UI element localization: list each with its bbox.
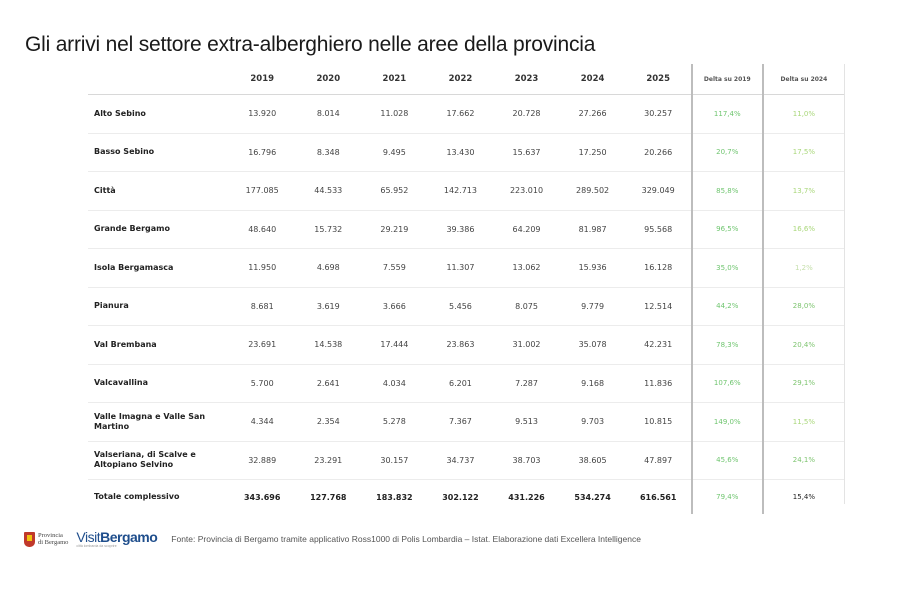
delta-2019-value: 44,2%: [692, 287, 763, 326]
arrivals-value: 289.502: [560, 172, 626, 211]
area-name: Basso Sebino: [88, 133, 229, 172]
arrivals-value: 95.568: [626, 210, 692, 249]
area-name: Grande Bergamo: [88, 210, 229, 249]
area-name: Valle Imagna e Valle San Martino: [88, 403, 229, 442]
header-2025: 2025: [626, 64, 692, 95]
arrivals-value: 3.619: [295, 287, 361, 326]
arrivals-value: 38.703: [493, 441, 559, 480]
arrivals-value: 20.266: [626, 133, 692, 172]
arrivals-value: 16.128: [626, 249, 692, 288]
delta-2019-value: 78,3%: [692, 326, 763, 365]
arrivals-value: 9.168: [560, 364, 626, 403]
arrivals-value: 20.728: [493, 95, 559, 134]
arrivals-value: 7.367: [427, 403, 493, 442]
arrivals-value: 32.889: [229, 441, 295, 480]
arrivals-table-container: [88, 64, 845, 504]
arrivals-value: 12.514: [626, 287, 692, 326]
arrivals-value: 13.920: [229, 95, 295, 134]
arrivals-value: 42.231: [626, 326, 692, 365]
coat-of-arms-icon: [24, 532, 35, 547]
arrivals-value: 17.444: [361, 326, 427, 365]
arrivals-value: 7.559: [361, 249, 427, 288]
delta-2019-value: 45,6%: [692, 441, 763, 480]
header-2023: 2023: [493, 64, 559, 95]
arrivals-value: 5.456: [427, 287, 493, 326]
header-area: [88, 64, 229, 95]
arrivals-value: 27.266: [560, 95, 626, 134]
arrivals-value: 177.085: [229, 172, 295, 211]
arrivals-value: 30.157: [361, 441, 427, 480]
header-2019: 2019: [229, 64, 295, 95]
delta-2024-value: 1,2%: [763, 249, 844, 288]
arrivals-value: 223.010: [493, 172, 559, 211]
delta-2019-value: 35,0%: [692, 249, 763, 288]
total-value: 183.832: [361, 480, 427, 515]
delta-2019-value: 117,4%: [692, 95, 763, 134]
area-name: Isola Bergamasca: [88, 249, 229, 288]
arrivals-value: 11.307: [427, 249, 493, 288]
table-row: [88, 95, 844, 134]
arrivals-value: 5.700: [229, 364, 295, 403]
arrivals-value: 4.034: [361, 364, 427, 403]
arrivals-value: 8.014: [295, 95, 361, 134]
arrivals-value: 11.028: [361, 95, 427, 134]
delta-2024-value: 11,0%: [763, 95, 844, 134]
arrivals-value: 15.936: [560, 249, 626, 288]
arrivals-value: 3.666: [361, 287, 427, 326]
table-row: [88, 364, 844, 403]
arrivals-value: 35.078: [560, 326, 626, 365]
arrivals-value: 47.897: [626, 441, 692, 480]
table-row: [88, 249, 844, 288]
delta-2024-value: 24,1%: [763, 441, 844, 480]
arrivals-value: 2.354: [295, 403, 361, 442]
visit-logo-tagline: città lombarda da scoprire: [76, 543, 117, 548]
arrivals-value: 10.815: [626, 403, 692, 442]
arrivals-value: 2.641: [295, 364, 361, 403]
arrivals-value: 44.533: [295, 172, 361, 211]
table-row: [88, 172, 844, 211]
header-2022: 2022: [427, 64, 493, 95]
table-row: [88, 326, 844, 365]
arrivals-value: 48.640: [229, 210, 295, 249]
arrivals-value: 81.987: [560, 210, 626, 249]
visit-bergamo-logo: [76, 530, 157, 549]
header-2020: 2020: [295, 64, 361, 95]
arrivals-value: 17.662: [427, 95, 493, 134]
area-name: Alto Sebino: [88, 95, 229, 134]
total-delta-2019: 79,4%: [692, 480, 763, 515]
arrivals-value: 17.250: [560, 133, 626, 172]
arrivals-value: 9.495: [361, 133, 427, 172]
total-label: Totale complessivo: [88, 480, 229, 515]
area-name: Pianura: [88, 287, 229, 326]
total-value: 431.226: [493, 480, 559, 515]
arrivals-value: 34.737: [427, 441, 493, 480]
total-row: [88, 480, 844, 515]
arrivals-value: 16.796: [229, 133, 295, 172]
visit-logo-brand: Bergamo: [100, 528, 158, 545]
arrivals-value: 6.201: [427, 364, 493, 403]
visit-logo-prefix: Visit: [76, 528, 101, 545]
arrivals-value: 23.863: [427, 326, 493, 365]
delta-2024-value: 11,5%: [763, 403, 844, 442]
arrivals-value: 4.344: [229, 403, 295, 442]
arrivals-value: 7.287: [493, 364, 559, 403]
total-value: 616.561: [626, 480, 692, 515]
delta-2024-value: 16,6%: [763, 210, 844, 249]
arrivals-value: 9.513: [493, 403, 559, 442]
table-header-row: [88, 64, 844, 95]
delta-2019-value: 85,8%: [692, 172, 763, 211]
area-name: Città: [88, 172, 229, 211]
arrivals-value: 11.950: [229, 249, 295, 288]
delta-2019-value: 96,5%: [692, 210, 763, 249]
arrivals-value: 23.691: [229, 326, 295, 365]
total-value: 343.696: [229, 480, 295, 515]
arrivals-value: 9.779: [560, 287, 626, 326]
header-2021: 2021: [361, 64, 427, 95]
arrivals-value: 65.952: [361, 172, 427, 211]
header-2024: 2024: [560, 64, 626, 95]
arrivals-value: 329.049: [626, 172, 692, 211]
header-delta-2024: Delta su 2024: [763, 64, 844, 95]
arrivals-value: 14.538: [295, 326, 361, 365]
arrivals-value: 15.732: [295, 210, 361, 249]
delta-2024-value: 13,7%: [763, 172, 844, 211]
delta-2024-value: 28,0%: [763, 287, 844, 326]
delta-2019-value: 149,0%: [692, 403, 763, 442]
page-title: Gli arrivi nel settore extra-alberghiero nelle aree della provincia: [25, 33, 596, 56]
arrivals-value: 64.209: [493, 210, 559, 249]
delta-2024-value: 20,4%: [763, 326, 844, 365]
table-row: [88, 403, 844, 442]
delta-2024-value: 17,5%: [763, 133, 844, 172]
provincia-logo: [24, 532, 68, 547]
arrivals-value: 8.681: [229, 287, 295, 326]
area-name: Valcavallina: [88, 364, 229, 403]
area-name: Val Brembana: [88, 326, 229, 365]
arrivals-value: 13.062: [493, 249, 559, 288]
footer: [24, 527, 641, 551]
arrivals-value: 39.386: [427, 210, 493, 249]
area-name: Valseriana, di Scalve e Altopiano Selvino: [88, 441, 229, 480]
delta-2019-value: 107,6%: [692, 364, 763, 403]
delta-2024-value: 29,1%: [763, 364, 844, 403]
arrivals-value: 30.257: [626, 95, 692, 134]
arrivals-value: 31.002: [493, 326, 559, 365]
total-delta-2024: 15,4%: [763, 480, 844, 515]
arrivals-value: 15.637: [493, 133, 559, 172]
provincia-logo-text: Provincia di Bergamo: [38, 532, 69, 546]
header-delta-2019: Delta su 2019: [692, 64, 763, 95]
total-value: 534.274: [560, 480, 626, 515]
total-value: 302.122: [427, 480, 493, 515]
table-row: [88, 210, 844, 249]
arrivals-value: 38.605: [560, 441, 626, 480]
arrivals-table: [88, 64, 844, 514]
table-row: [88, 133, 844, 172]
source-note: Fonte: Provincia di Bergamo tramite applicativo Ross1000 di Polis Lombardia – Istat. Elaborazione dati Excellera Intelligence: [171, 534, 641, 544]
arrivals-value: 13.430: [427, 133, 493, 172]
arrivals-value: 23.291: [295, 441, 361, 480]
arrivals-value: 29.219: [361, 210, 427, 249]
total-value: 127.768: [295, 480, 361, 515]
arrivals-value: 9.703: [560, 403, 626, 442]
table-row: [88, 287, 844, 326]
arrivals-value: 8.075: [493, 287, 559, 326]
arrivals-value: 5.278: [361, 403, 427, 442]
delta-2019-value: 20,7%: [692, 133, 763, 172]
arrivals-value: 4.698: [295, 249, 361, 288]
table-row: [88, 441, 844, 480]
arrivals-value: 142.713: [427, 172, 493, 211]
arrivals-value: 11.836: [626, 364, 692, 403]
arrivals-value: 8.348: [295, 133, 361, 172]
